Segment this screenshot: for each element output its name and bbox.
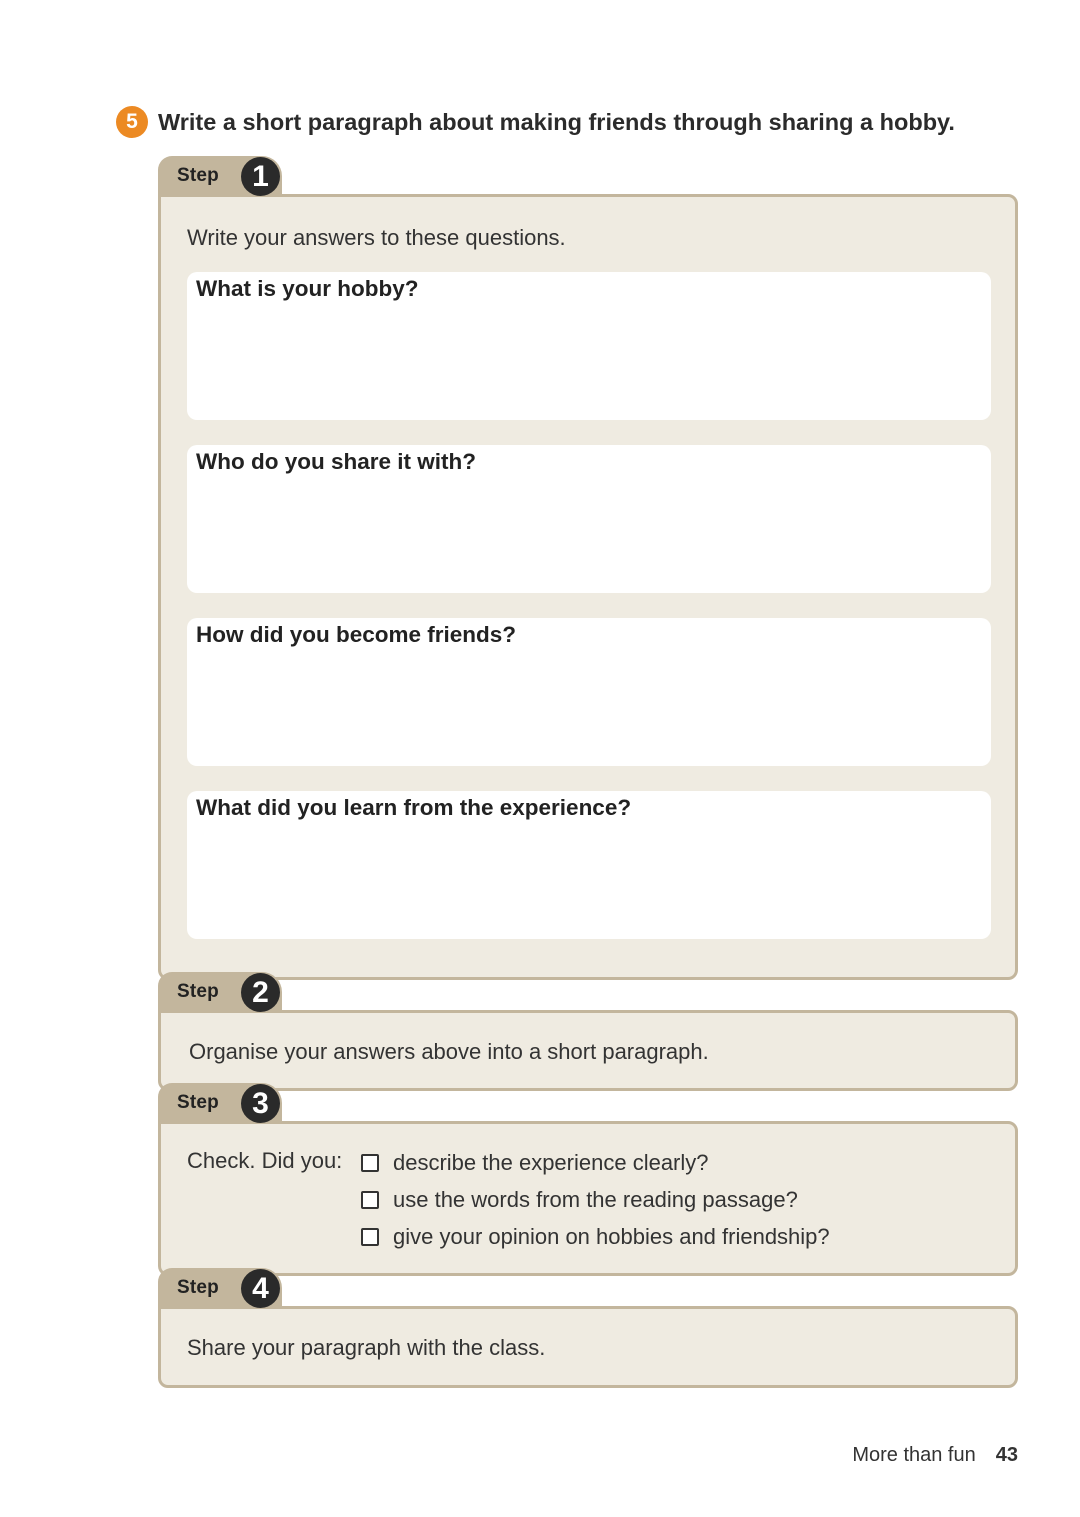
step-3-box bbox=[158, 1121, 1018, 1276]
checkbox[interactable] bbox=[361, 1228, 379, 1246]
task-number-badge: 5 bbox=[116, 106, 148, 138]
answer-box-hobby[interactable] bbox=[187, 272, 991, 420]
page-footer bbox=[852, 1444, 1018, 1467]
step-2-box bbox=[158, 1010, 1018, 1091]
step-label: Step bbox=[177, 1277, 219, 1298]
step-4-tab bbox=[158, 1268, 282, 1308]
checklist-label: Check. Did you: bbox=[187, 1148, 343, 1173]
step-number-badge: 3 bbox=[241, 1084, 280, 1123]
step-4-instruction: Share your paragraph with the class. bbox=[187, 1335, 546, 1360]
question-label: What is your hobby? bbox=[196, 276, 419, 301]
answer-box-friends[interactable] bbox=[187, 618, 991, 766]
step-2-tab bbox=[158, 972, 282, 1012]
step-number-badge: 1 bbox=[241, 157, 280, 196]
question-label: Who do you share it with? bbox=[196, 449, 476, 474]
step-label: Step bbox=[177, 981, 219, 1002]
step-3-tab bbox=[158, 1083, 282, 1123]
step-label: Step bbox=[177, 165, 219, 186]
checklist-item-text: describe the experience clearly? bbox=[393, 1150, 709, 1175]
step-label: Step bbox=[177, 1092, 219, 1113]
checklist-item[interactable] bbox=[361, 1150, 709, 1176]
step-1-box bbox=[158, 194, 1018, 980]
checkbox[interactable] bbox=[361, 1191, 379, 1209]
checklist-item-text: give your opinion on hobbies and friendship? bbox=[393, 1224, 830, 1249]
checklist-item-text: use the words from the reading passage? bbox=[393, 1187, 798, 1212]
checklist-item[interactable] bbox=[361, 1224, 830, 1250]
answer-box-share[interactable] bbox=[187, 445, 991, 593]
question-label: What did you learn from the experience? bbox=[196, 795, 632, 820]
step-1-tab bbox=[158, 156, 282, 196]
step-4-box bbox=[158, 1306, 1018, 1388]
step-2-instruction: Organise your answers above into a short paragraph. bbox=[189, 1039, 709, 1064]
answer-box-learn[interactable] bbox=[187, 791, 991, 939]
question-label: How did you become friends? bbox=[196, 622, 517, 647]
step-1-instruction: Write your answers to these questions. bbox=[187, 225, 566, 250]
task-title: Write a short paragraph about making friends through sharing a hobby. bbox=[158, 108, 955, 135]
checklist-item[interactable] bbox=[361, 1187, 798, 1213]
task-heading bbox=[116, 106, 955, 138]
page-number: 43 bbox=[995, 1444, 1018, 1466]
step-number-badge: 2 bbox=[241, 973, 280, 1012]
step-number-badge: 4 bbox=[241, 1269, 280, 1308]
footer-title: More than fun bbox=[852, 1444, 976, 1466]
checkbox[interactable] bbox=[361, 1154, 379, 1172]
